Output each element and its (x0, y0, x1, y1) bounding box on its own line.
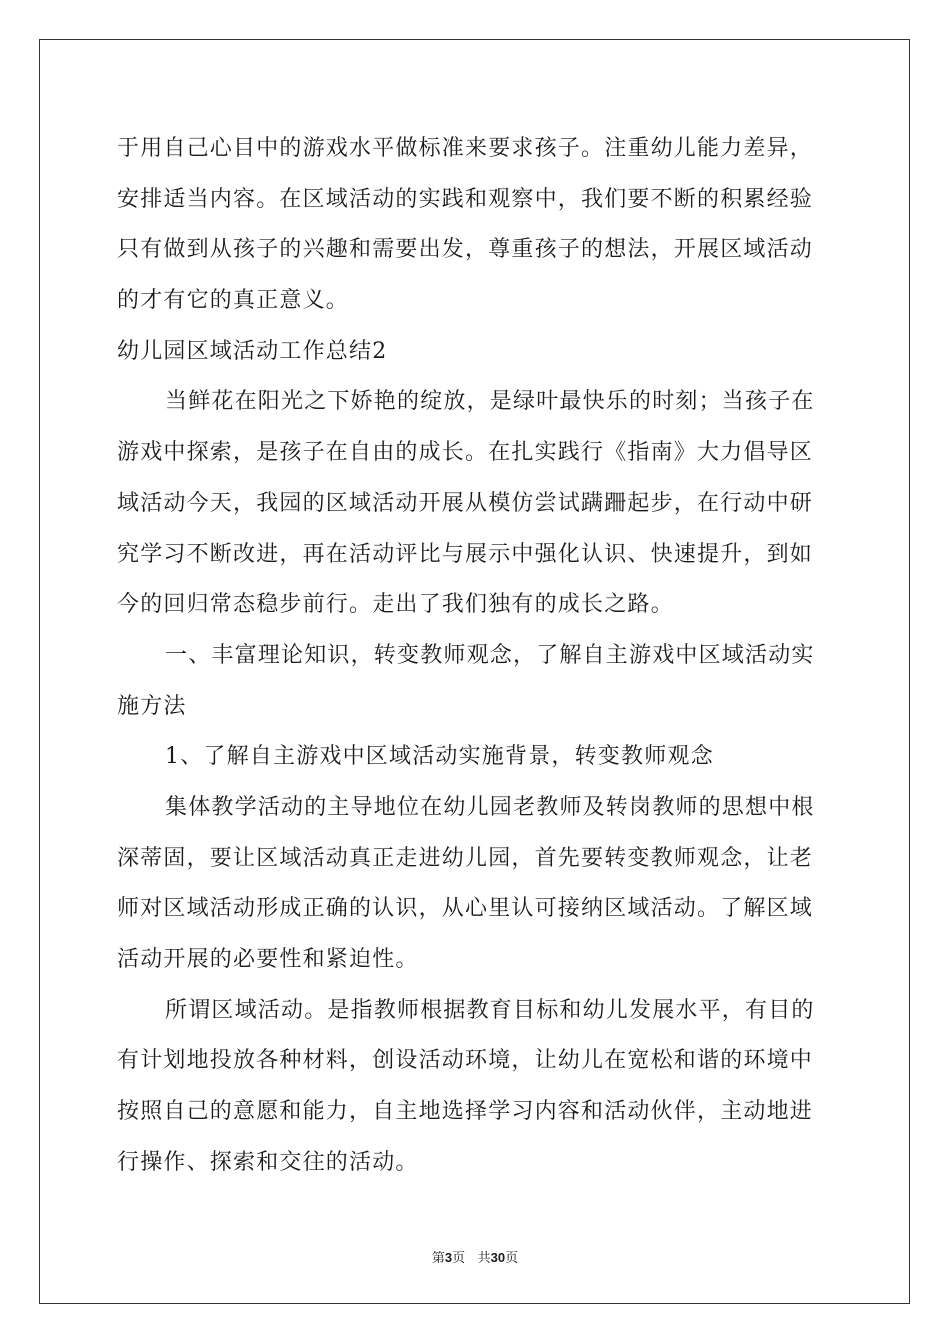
page-prefix: 第 (431, 1251, 445, 1266)
body-line: 的才有它的真正意义。 (117, 288, 350, 314)
body-line: 当鲜花在阳光之下娇艳的绽放，是绿叶最快乐的时刻；当孩子在 (165, 389, 815, 415)
heading-line: 施方法 (117, 693, 187, 719)
heading-line: 一、丰富理论知识，转变教师观念，了解自主游戏中区域活动实 (165, 642, 815, 668)
body-line: 域活动今天，我园的区域活动开展从模仿尝试蹒跚起步，在行动中研 (117, 490, 814, 516)
body-line: 游戏中探索，是孩子在自由的成长。在扎实践行《指南》大力倡导区 (117, 440, 814, 466)
total-prefix: 共 (477, 1251, 491, 1266)
body-line: 有计划地投放各种材料，创设活动环境，让幼儿在宽松和谐的环境中 (117, 1048, 814, 1074)
body-line: 师对区域活动形成正确的认识，从心里认可接纳区域活动。了解区域 (117, 896, 814, 922)
page-suffix: 页 (452, 1251, 466, 1266)
body-line: 于用自己心目中的游戏水平做标准来要求孩子。注重幼儿能力差异， (117, 136, 814, 161)
body-line: 深蒂固，要让区域活动真正走进幼儿园，首先要转变教师观念，让老 (117, 845, 814, 871)
document-body (117, 124, 837, 1188)
section-title: 幼儿园区域活动工作总结2 (117, 338, 388, 364)
page-number: 3 (444, 1250, 453, 1265)
body-line: 所谓区域活动。是指教师根据教育目标和幼儿发展水平，有目的 (165, 997, 815, 1023)
total-pages: 30 (490, 1250, 506, 1265)
body-line: 活动开展的必要性和紧迫性。 (117, 947, 419, 972)
page-footer (0, 1247, 950, 1266)
subheading-line: 1、了解自主游戏中区域活动实施背景，转变教师观念 (165, 744, 714, 770)
body-line: 只有做到从孩子的兴趣和需要出发，尊重孩子的想法，开展区域活动 (117, 237, 814, 263)
body-line: 究学习不断改进，再在活动评比与展示中强化认识、快速提升，到如 (117, 541, 814, 567)
total-suffix: 页 (505, 1251, 519, 1266)
body-line: 行操作、探索和交往的活动。 (117, 1149, 419, 1175)
body-line: 集体教学活动的主导地位在幼儿园老教师及转岗教师的思想中根 (165, 794, 815, 820)
body-line: 安排适当内容。在区域活动的实践和观察中，我们要不断的积累经验 (117, 186, 814, 212)
body-line: 按照自己的意愿和能力，自主地选择学习内容和活动伙伴，主动地进 (117, 1099, 814, 1125)
body-line: 今的回归常态稳步前行。走出了我们独有的成长之路。 (117, 592, 674, 618)
